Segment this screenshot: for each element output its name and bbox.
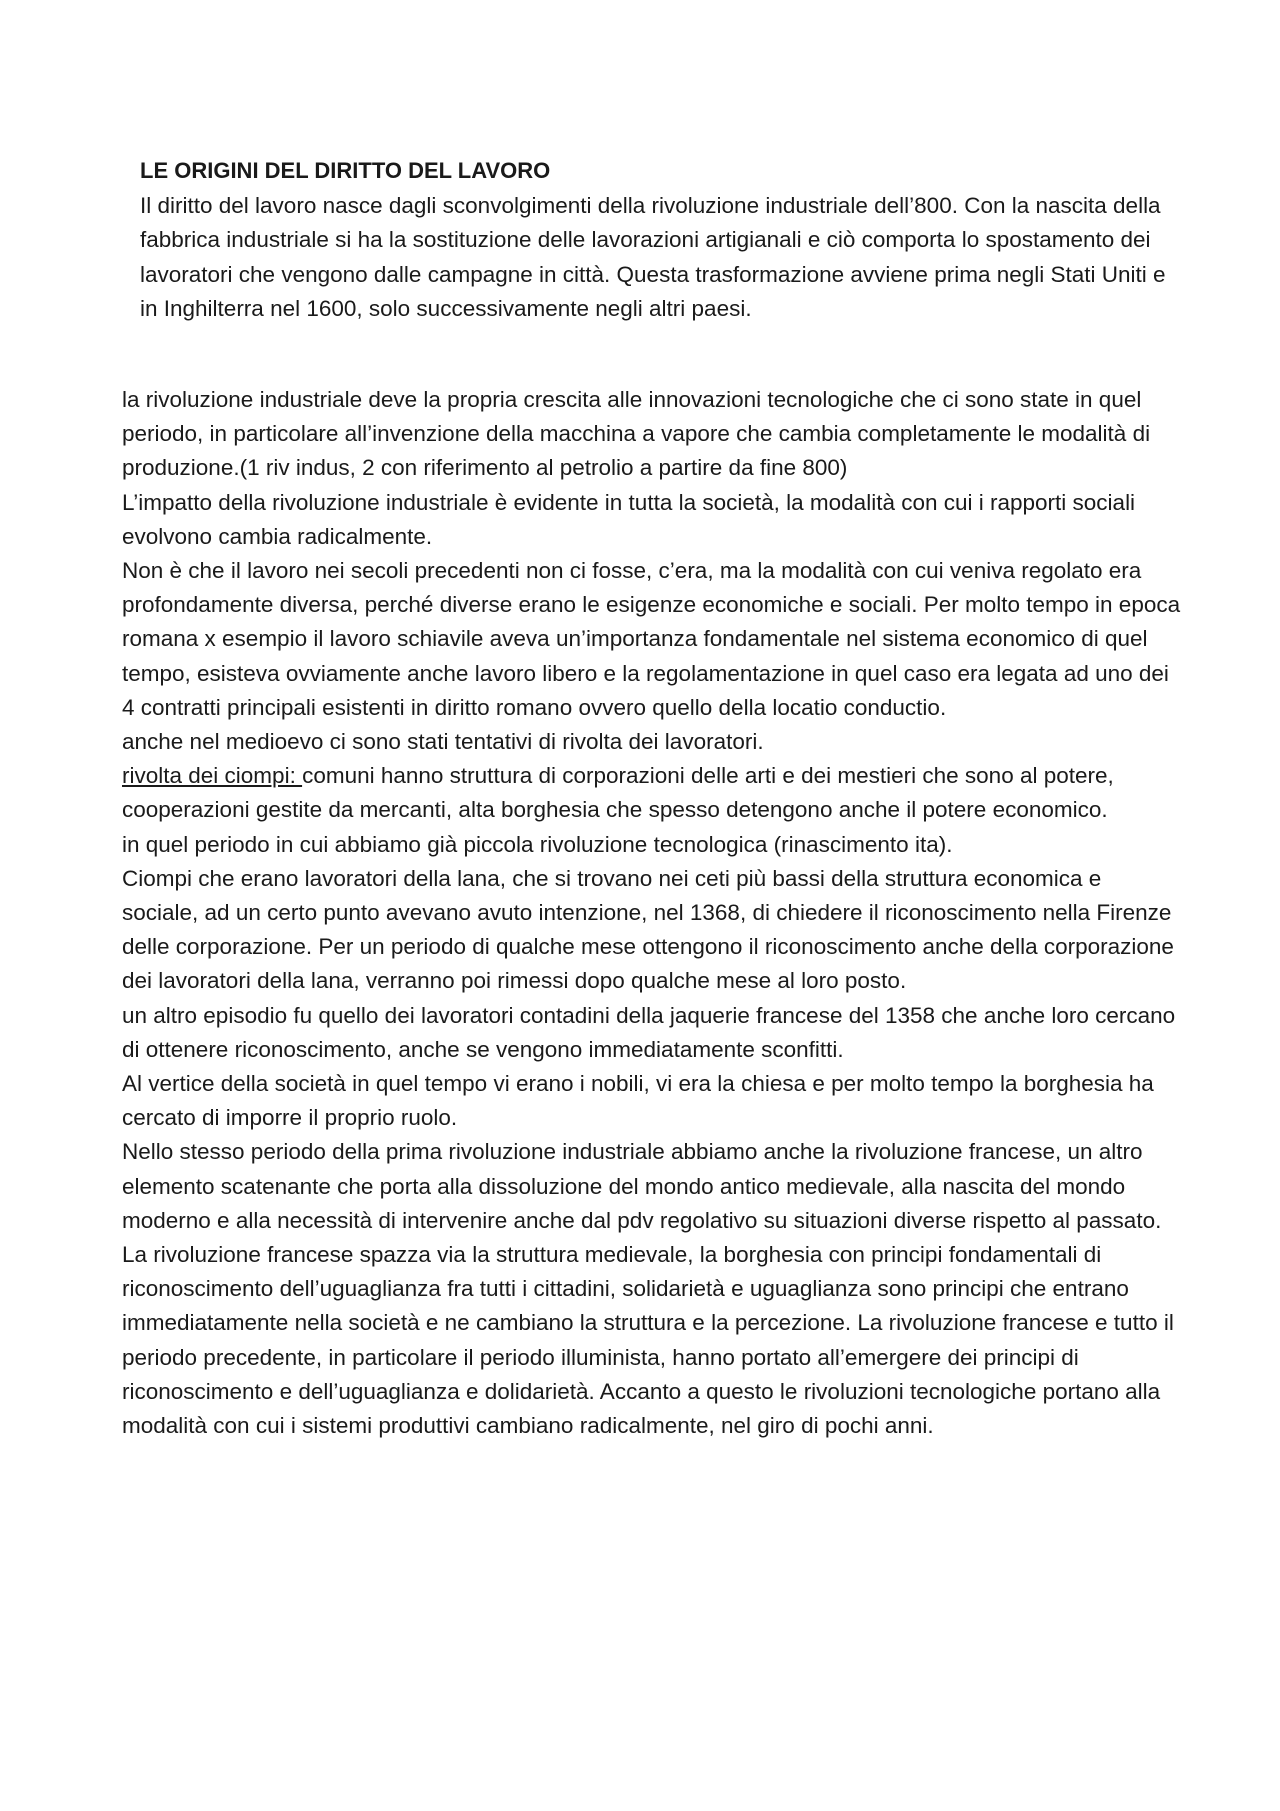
paragraph: La rivoluzione francese spazza via la struttura medievale, la borghesia con principi fondamentali di riconoscimento dell’uguaglianza fra tutti i cittadini, solidarietà e uguaglianza sono principi che entrano immediatamente nella società e ne cambiano la struttura e la percezione. La rivoluzione francese e tutto il periodo precedente, in particolare il periodo illuminista, hanno portato all’emergere dei principi di riconoscimento e dell’uguaglianza e dolidarietà. Accanto a questo le rivoluzioni tecnologiche portano alla modalità con cui i sistemi produttivi cambiano radicalmente, nel giro di pochi anni.: [122, 1242, 1174, 1439]
paragraph: anche nel medioevo ci sono stati tentativi di rivolta dei lavoratori.: [122, 729, 764, 755]
paragraph: Ciompi che erano lavoratori della lana, che si trovano nei ceti più bassi della struttura economica e sociale, ad un certo punto avevano avuto intenzione, nel 1368, di chiedere il riconoscimento nella Firenze delle corporazione. Per un periodo di qualche mese ottengono il riconoscimento anche della corporazione dei lavoratori della lana, verranno poi rimessi dopo qualche mese al loro posto.: [122, 865, 1174, 994]
body-section: [122, 383, 1182, 1443]
paragraph: in quel periodo in cui abbiamo già piccola rivoluzione tecnologica (rinascimento ita).: [122, 831, 953, 857]
ciompi-label: rivolta dei ciompi:: [122, 763, 303, 789]
intro-paragraph: Il diritto del lavoro nasce dagli sconvolgimenti della rivoluzione industriale dell’800. Con la nascita della fabbrica industriale si ha la sostituzione delle lavorazioni artigianali e ciò comporta lo spostamento dei lavoratori che vengono dalle campagne in città. Questa trasformazione avviene prima negli Stati Uniti e in Inghilterra nel 1600, solo successivamente negli altri paesi.: [140, 192, 1166, 321]
document-title: LE ORIGINI DEL DIRITTO DEL LAVORO: [140, 158, 551, 183]
paragraph: Nello stesso periodo della prima rivoluzione industriale abbiamo anche la rivoluzione francese, un altro elemento scatenante che porta alla dissoluzione del mondo antico medievale, alla nascita del mondo moderno e alla necessità di intervenire anche dal pdv regolativo su situazioni diverse rispetto al passato.: [122, 1139, 1162, 1233]
paragraph: un altro episodio fu quello dei lavoratori contadini della jaquerie francese del 1358 che anche loro cercano di ottenere riconoscimento, anche se vengono immediatamente sconfitti.: [122, 1002, 1176, 1062]
paragraph: Non è che il lavoro nei secoli precedenti non ci fosse, c’era, ma la modalità con cui veniva regolato era profondamente diversa, perché diverse erano le esigenze economiche e sociali. Per molto tempo in epoca romana x esempio il lavoro schiavile aveva un’importanza fondamentale nel sistema economico di quel tempo, esisteva ovviamente anche lavoro libero e la regolamentazione in quel caso era legata ad uno dei 4 contratti principali esistenti in diritto romano ovvero quello della locatio conductio.: [122, 558, 1181, 720]
paragraph: L’impatto della rivoluzione industriale è evidente in tutta la società, la modalità con cui i rapporti sociali evolvono cambia radicalmente.: [122, 489, 1136, 549]
intro-section: [140, 154, 1180, 327]
paragraph-ciompi: [122, 759, 1182, 827]
paragraph: la rivoluzione industriale deve la propria crescita alle innovazioni tecnologiche che ci sono state in quel periodo, in particolare all’invenzione della macchina a vapore che cambia completamente le modalità di produzione.(1 riv indus, 2 con riferimento al petrolio a partire da fine 800): [122, 387, 1151, 481]
ciompi-text: comuni hanno struttura di corporazioni delle arti e dei mestieri che sono al potere, cooperazioni gestite da mercanti, alta borghesia che spesso detengono anche il potere economico.: [122, 763, 1114, 823]
paragraph: Al vertice della società in quel tempo vi erano i nobili, vi era la chiesa e per molto tempo la borghesia ha cercato di imporre il proprio ruolo.: [122, 1071, 1154, 1131]
